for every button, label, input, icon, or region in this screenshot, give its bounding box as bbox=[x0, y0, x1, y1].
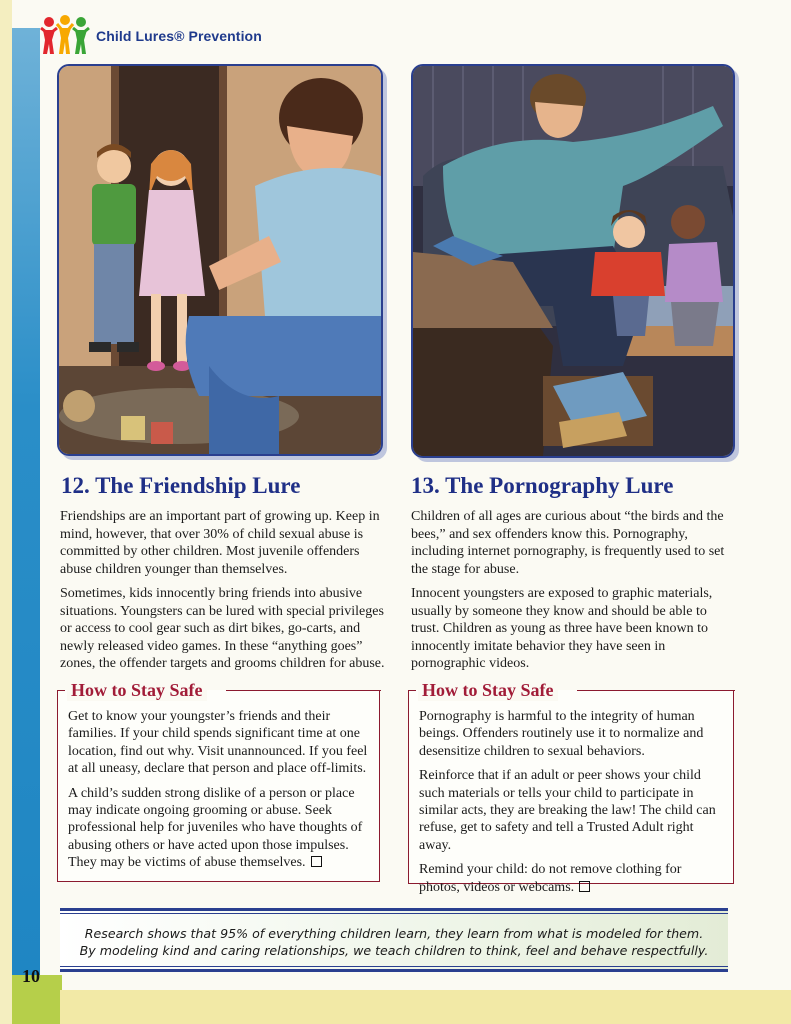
safety-paragraph: Remind your child: do not remove clothing for photos, videos or webcams. bbox=[419, 862, 682, 895]
friendship-lure-title: 12. The Friendship Lure bbox=[61, 473, 301, 498]
safety-box-heading: How to Stay Safe bbox=[67, 680, 207, 701]
end-mark-icon bbox=[311, 856, 322, 867]
pornography-lure-illustration bbox=[411, 64, 735, 458]
box-rule bbox=[577, 690, 735, 691]
pornography-lure-title: 13. The Pornography Lure bbox=[411, 473, 674, 498]
pornography-safety-box bbox=[408, 680, 734, 895]
box-rule bbox=[226, 690, 381, 691]
safety-box-heading: How to Stay Safe bbox=[418, 680, 558, 701]
body-paragraph: Sometimes, kids innocently bring friends into abusive situations. Youngsters can be lured with special privileges or access to cool gear such as dirt bikes, go-carts, and newly released video games. In these “anything goes” zones, the offender targets and grooms children for abuse. bbox=[60, 586, 385, 671]
left-margin-stripe bbox=[0, 0, 12, 1024]
research-quote-line-2: By modeling kind and caring relationships, we teach children to think, feel and behave respectfully. bbox=[79, 943, 709, 958]
research-quote-line-1: Research shows that 95% of everything children learn, they learn from what is modeled for them. bbox=[84, 926, 704, 941]
child-lures-logo bbox=[40, 14, 90, 58]
safety-paragraph: Reinforce that if an adult or peer shows your child such materials or tells your child to participate in similar acts, they are breaking the law! The child can refuse, get to safety and tell a Trusted Adult right away. bbox=[419, 768, 716, 853]
safety-paragraph: Get to know your youngster’s friends and their families. If your child spends significant time at one location, find out why. Visit unannounced. If you feel at all uneasy, declare that person and place off-limits. bbox=[68, 709, 368, 777]
friendship-safety-box bbox=[57, 680, 380, 882]
page-header bbox=[40, 14, 262, 58]
end-mark-icon bbox=[579, 881, 590, 892]
friendship-lure-illustration bbox=[57, 64, 383, 456]
research-quote-band bbox=[60, 908, 728, 970]
quote-bottom-rule-thin bbox=[60, 966, 728, 967]
body-paragraph: Children of all ages are curious about “the birds and the bees,” and sex offenders know this. Pornography, including internet pornography, is frequently used to set the stage for abuse. bbox=[411, 509, 725, 577]
side-color-band bbox=[12, 28, 40, 978]
quote-top-rule-thin bbox=[60, 913, 728, 914]
safety-box-body bbox=[68, 708, 371, 879]
brand-name: Child Lures® Prevention bbox=[96, 28, 262, 44]
body-paragraph: Friendships are an important part of growing up. Keep in mind, however, that over 30% of child sexual abuse is committed by other children. Most juvenile offenders abuse children younger than themselves. bbox=[60, 509, 380, 577]
body-paragraph: Innocent youngsters are exposed to graphic materials, usually by someone they know and should be able to trust. Children as young as three have been known to innocently imitate behavior they have seen in pornographic videos. bbox=[411, 586, 713, 671]
safety-box-body bbox=[419, 708, 725, 903]
quote-bottom-rule bbox=[60, 969, 728, 972]
pornography-lure-body bbox=[411, 508, 736, 680]
page-number: 10 bbox=[22, 966, 40, 986]
bottom-color-strip bbox=[60, 990, 791, 1024]
safety-paragraph: Pornography is harmful to the integrity of human beings. Offenders routinely use it to normalize and desensitize children to sexual behaviors. bbox=[419, 709, 704, 759]
friendship-lure-body bbox=[60, 508, 385, 680]
quote-top-rule bbox=[60, 908, 728, 911]
safety-paragraph: A child’s sudden strong dislike of a person or place may indicate ongoing grooming or abuse. Seek professional help for juveniles who have thoughts of abusing others or have acted upon those impulses. They may be victims of abuse themselves. bbox=[68, 785, 363, 871]
